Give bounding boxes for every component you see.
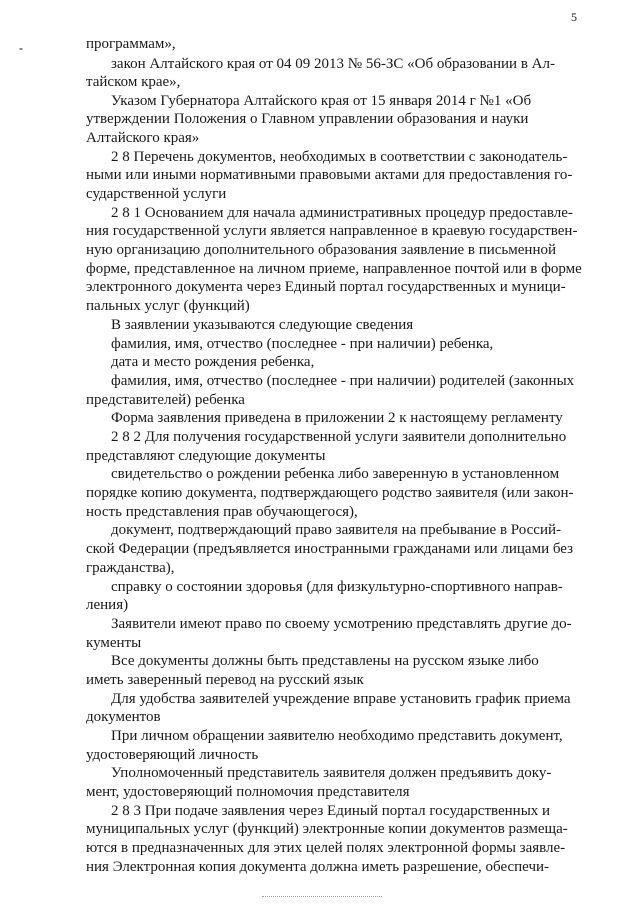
text-line: ную организацию дополнительного образования заявление в письменной [86,242,557,258]
text-line: удостоверяющий личность [86,747,259,763]
text-line: документ, подтверждающий право заявителя на пребывание в Россий- [111,522,561,538]
text-line: Заявители имеют право по своему усмотрению представлять другие до- [111,616,572,632]
text-line: закон Алтайского края от 04 09 2013 № 56-ЗС «Об образовании в Ал- [111,56,555,72]
text-line: кументы [86,635,142,651]
text-line: Форма заявления приведена в приложении 2 к настоящему регламенту [111,410,563,426]
text-line: 2 8 2 Для получения государственной услуги заявители дополнительно [111,429,567,445]
text-line: форме, представленное на личном приеме, направленное почтой или в форме [86,261,582,277]
text-line: представителей) ребенка [86,392,245,408]
text-line: ления) [86,597,129,613]
text-line: Для удобства заявителей учреждение вправе установить график приема [111,691,571,707]
page-number: 5 [571,10,577,24]
text-line: справку о состоянии здоровья (для физкультурно-спортивного направ- [111,579,563,595]
scan-artifact-rule [262,896,382,897]
text-line: гражданства), [86,560,175,576]
text-line: Указом Губернатора Алтайского края от 15 января 2014 г №1 «Об [111,93,532,109]
text-line: ность представления прав обучающегося), [86,504,358,520]
text-line: ными или иными нормативными правовыми актами для предоставления го- [86,167,573,183]
text-line: мент, удостоверяющий полномочия представителя [86,784,410,800]
text-line: Алтайского края» [86,130,200,146]
text-line: 2 8 1 Основанием для начала административных процедур предоставле- [111,205,573,221]
text-line: муниципальных услуг (функций) электронные копии документов размеща- [86,821,568,837]
text-line: порядке копию документа, подтверждающего родство заявителя (или закон- [86,485,574,501]
text-line: документов [86,709,161,725]
text-line: фамилия, имя, отчество (последнее - при наличии) ребенка, [111,336,494,352]
text-line: ния государственной услуги является направленное в краевую государствен- [86,223,578,239]
text-line: свидетельство о рождении ребенка либо заверенную в установленном [111,466,560,482]
text-line: электронного документа через Единый портал государственных и муници- [86,279,566,295]
corner-mark: - [19,41,23,55]
text-line: фамилия, имя, отчество (последнее - при наличии) родителей (законных [111,373,575,389]
text-line: представляют следующие документы [86,448,326,464]
text-line: дата и место рождения ребенка, [111,354,315,370]
text-line: пальных услуг (функций) [86,298,250,314]
text-line: Уполномоченный представитель заявителя должен предъявить доку- [111,765,552,781]
text-line: программам», [86,36,176,52]
text-line: сударственной услуги [86,186,227,202]
text-line: ются в предназначенных для этих целей полях электронной формы заявле- [86,840,566,856]
text-line: тайском крае», [86,74,181,90]
text-line: ния Электронная копия документа должна иметь разрешение, обеспечи- [86,859,550,875]
text-line: иметь заверенный перевод на русский язык [86,672,364,688]
text-line: В заявлении указываются следующие сведения [111,317,414,333]
text-line: 2 8 Перечень документов, необходимых в соответствии с законодатель- [111,149,568,165]
text-line: При личном обращении заявителю необходимо представить документ, [111,728,563,744]
text-line: 2 8 3 При подаче заявления через Единый портал государственных и [111,803,551,819]
text-line: Все документы должны быть представлены на русском языке либо [111,653,539,669]
text-line: ской Федерации (предъявляется иностранными гражданами или лицами без [86,541,574,557]
text-line: утверждении Положения о Главном управлении образования и науки [86,111,529,127]
